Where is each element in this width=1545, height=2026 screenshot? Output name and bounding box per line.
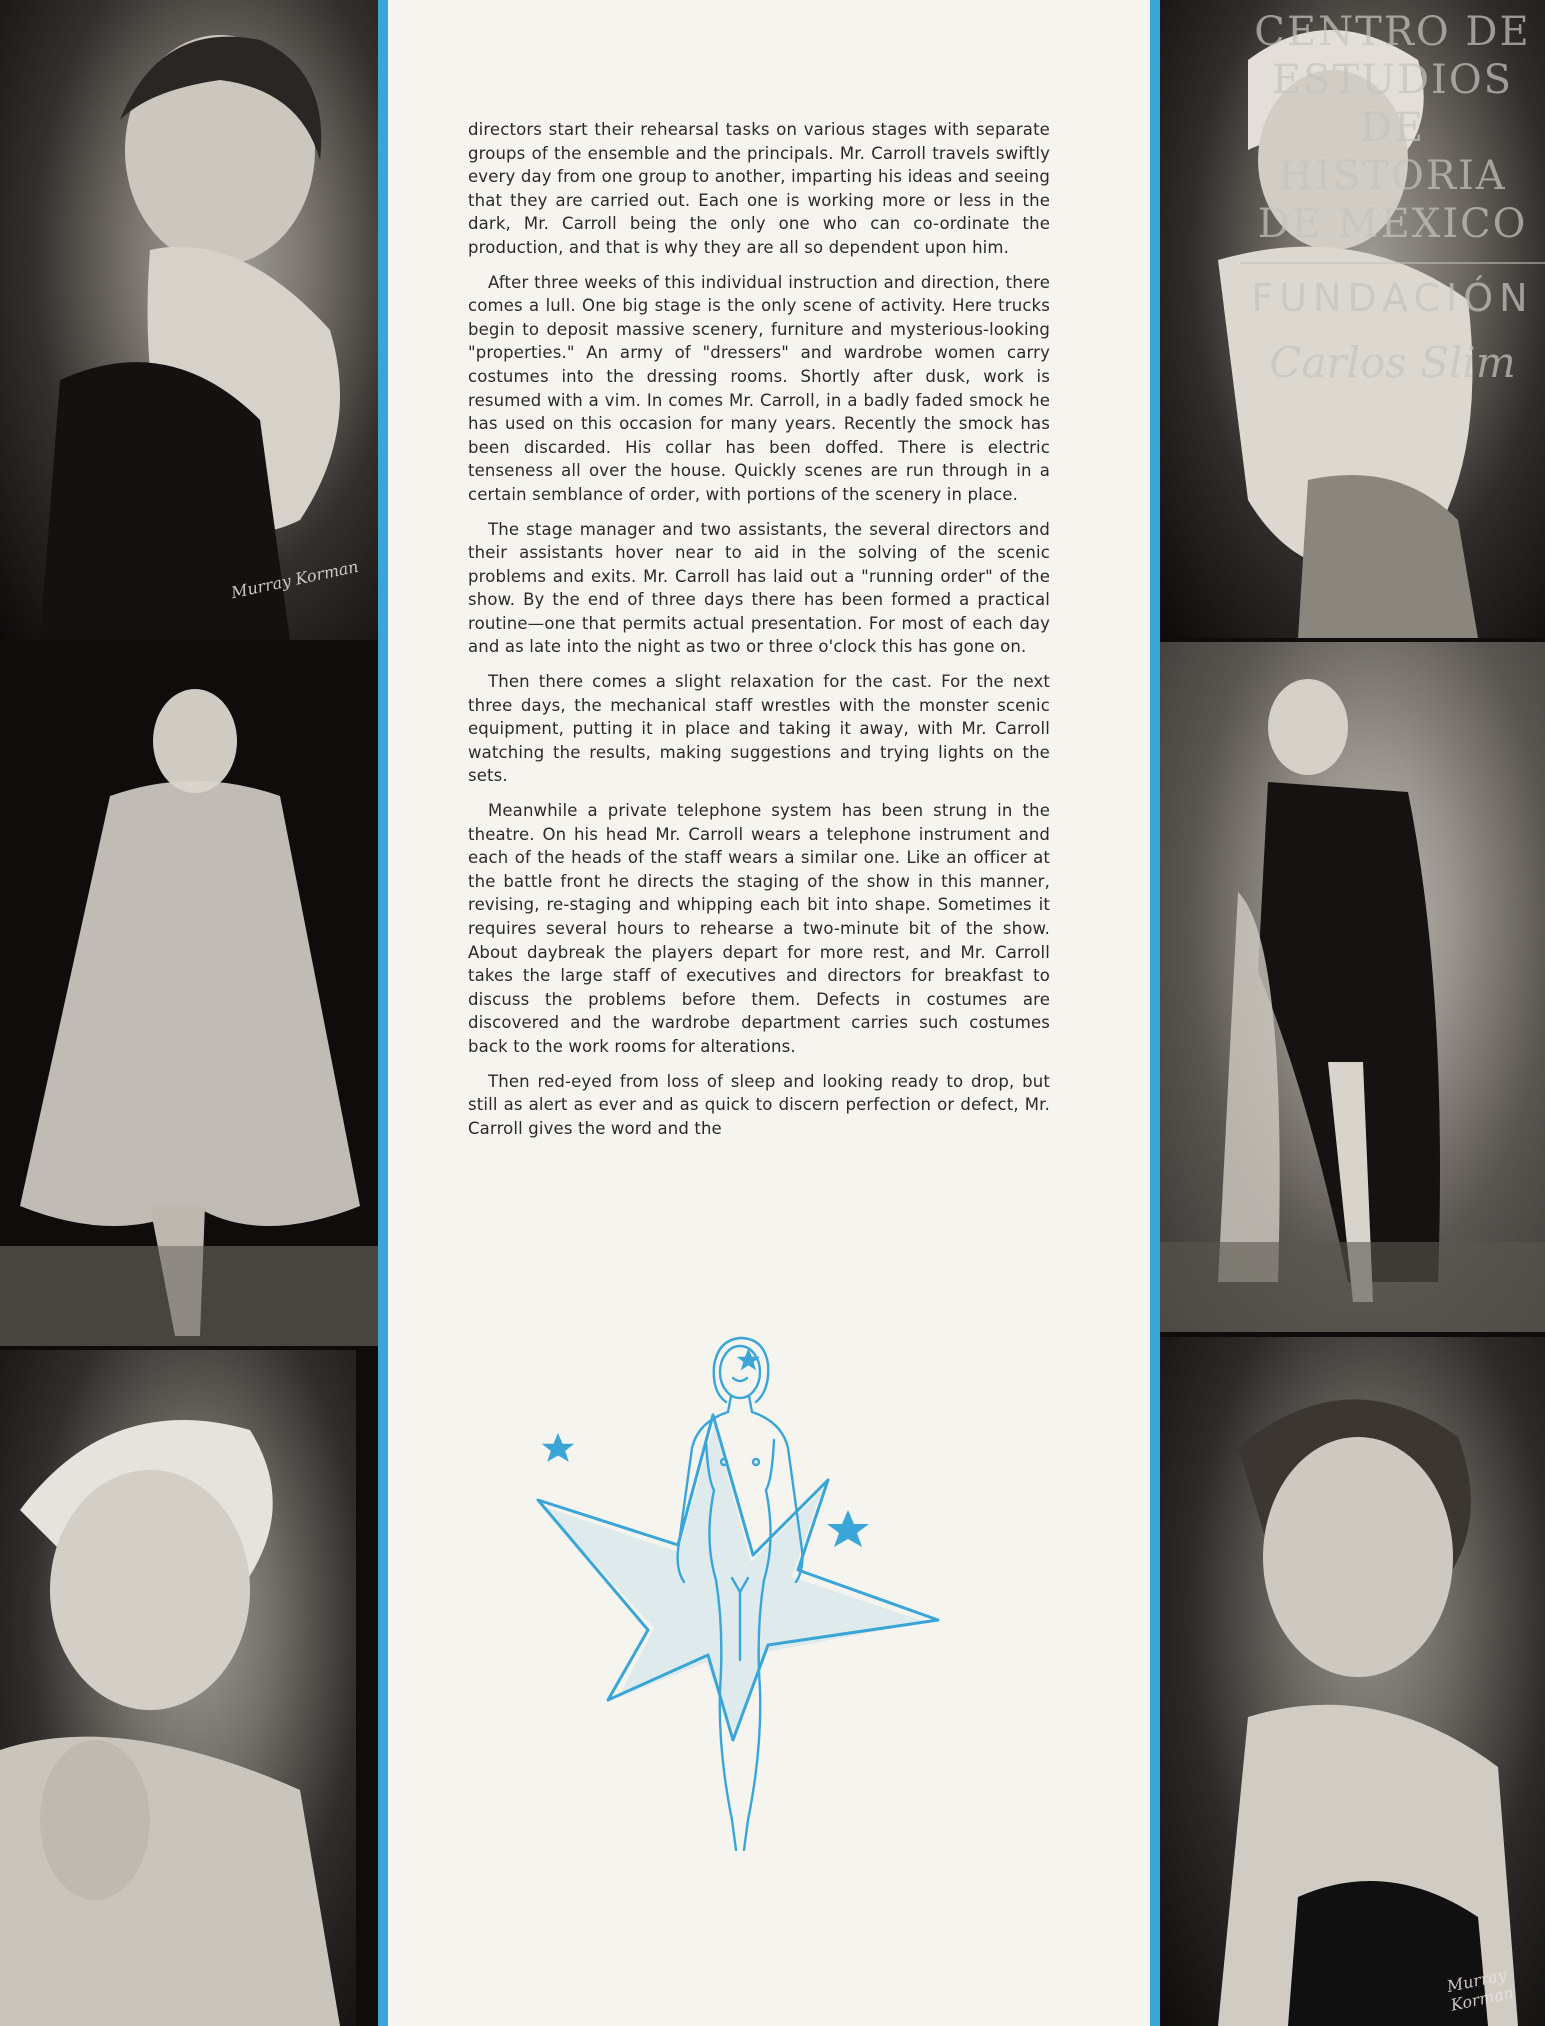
photo-portrait-top-left	[0, 0, 400, 640]
photographer-signature: Murray Korman	[1445, 1964, 1516, 2015]
article-paragraph: The stage manager and two assistants, the several directors and their assistants hover near to aid in the solving of the scenic problems and exits. Mr. Carroll has laid out a "running order" of the show. By the end of three days there has been formed a practical routine—one that permits actual presentation. For most of each day and as late into the night as two or three o'clock this has gone on.	[468, 519, 1050, 657]
watermark-line: CENTRO DE	[1254, 9, 1531, 55]
photo-lace-cape	[0, 646, 383, 1346]
blue-border-left	[378, 0, 388, 2026]
photographer-signature: Murray Korman	[229, 556, 361, 603]
photo-portrait-bottom-right	[1158, 1337, 1545, 2026]
article-paragraph: Meanwhile a private telephone system has been strung in the theatre. On his head Mr. Carroll wears a telephone instrument and each of the heads of the staff wears a similar one. Like an officer at the battle front he directs the staging of the show in this manner, revising, re-staging and whipping each bit into shape. Sometimes it requires several hours to rehearse a two-minute bit of the show. About daybreak the players depart for more rest, and Mr. Carroll takes the large staff of executives and directors for breakfast to discuss the problems before them. Defects in costumes are discovered and the wardrobe department carries such costumes back to the work rooms for alterations.	[468, 801, 1050, 1056]
blue-border-right	[1150, 0, 1160, 2026]
portrait-silhouette	[0, 0, 400, 640]
portrait-silhouette	[0, 1350, 356, 2026]
article-paragraph: Then red-eyed from loss of sleep and looking ready to drop, but still as alert as ever and as quick to discern perfection or defect, Mr. Carroll gives the word and the	[468, 1071, 1050, 1138]
archive-watermark	[1240, 8, 1545, 393]
watermark-divider	[1240, 262, 1545, 264]
text-panel	[388, 0, 1150, 2026]
watermark-line: ESTUDIOS	[1271, 57, 1514, 103]
portrait-silhouette	[1158, 1337, 1545, 2026]
watermark-signature: Carlos Slim	[1269, 338, 1516, 387]
article-paragraph: After three weeks of this individual instruction and direction, there comes a lull. One big stage is the only scene of activity. Here trucks begin to deposit massive scenery, furniture and mysterious-looking "properties." An army of "dressers" and wardrobe women carry costumes into the dressing rooms. Shortly after dusk, work is resumed with a vim. In comes Mr. Carroll, in a badly faded smock he has used on this occasion for many years. Recently the smock has been discarded. His collar has been doffed. There is electric tenseness all over the house. Quickly scenes are run through in a certain semblance of order, with portions of the scenery in place.	[468, 272, 1050, 504]
figure-silhouette	[1158, 642, 1545, 1332]
star-icon	[542, 1433, 574, 1462]
watermark-line: DE HISTORIA	[1278, 105, 1507, 199]
star-icon	[827, 1510, 869, 1547]
article-body	[468, 118, 1050, 1151]
watermark-foundation: FUNDACIÓN	[1251, 276, 1534, 320]
showgirl-illustration	[528, 1330, 968, 1890]
photo-dark-gown	[1158, 642, 1545, 1332]
watermark-line: DE MÉXICO	[1257, 201, 1528, 247]
article-paragraph: directors start their rehearsal tasks on various stages with separate groups of the ensemble and the principals. Mr. Carroll travels swiftly every day from one group to another, imparting his ideas and seeing that they are carried out. Each one is working more or less in the dark, Mr. Carroll being the only one who can co-ordinate the production, and that is why they are all so dependent upon him.	[468, 120, 1050, 257]
photo-portrait-bottom-left	[0, 1350, 356, 2026]
article-paragraph: Then there comes a slight relaxation for the cast. For the next three days, the mechanical staff wrestles with the monster scenic equipment, putting it in place and taking it away, with Mr. Carroll watching the results, making suggestions and trying lights on the sets.	[468, 672, 1050, 786]
figure-silhouette	[0, 646, 383, 1346]
